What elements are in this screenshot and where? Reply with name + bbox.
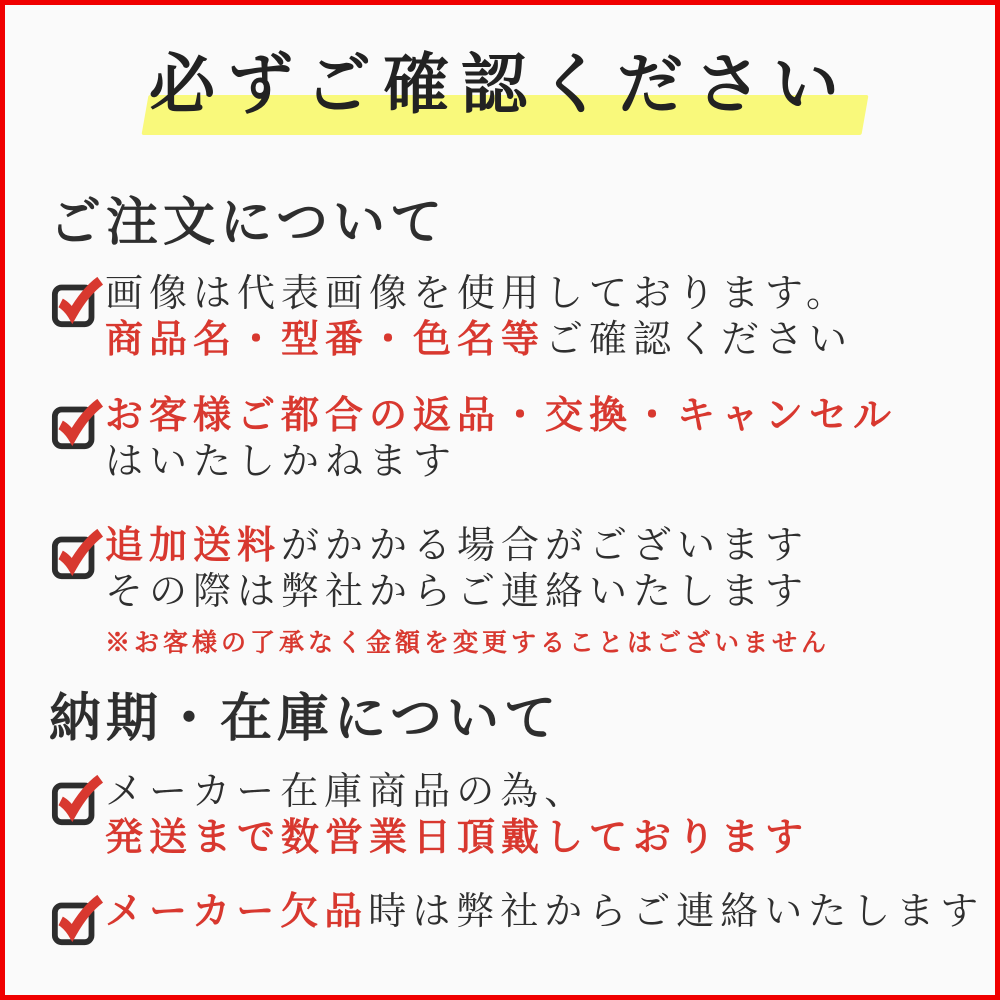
item-text-line	[105, 815, 809, 861]
list-item-extra-shipping	[51, 523, 830, 661]
item-text-emphasis: お客様ご都合の返品・交換・キャンセル	[105, 395, 898, 437]
page-title: 必ずご確認ください	[149, 49, 851, 122]
item-text-line	[105, 769, 809, 815]
list-item-representative-image	[51, 271, 853, 363]
item-text: 時は弊社からご連絡いたします	[368, 891, 985, 933]
item-text-emphasis: 追加送料	[105, 525, 282, 567]
item-text-line	[105, 393, 897, 439]
item-text-line	[105, 523, 830, 569]
checked-checkbox-icon	[51, 773, 105, 827]
item-text-emphasis: 発送まで数営業日頂戴しております	[105, 817, 810, 859]
section-heading-order: ご注文について	[49, 195, 447, 252]
checked-checkbox-icon	[51, 893, 105, 947]
item-text-emphasis: メーカー欠品	[105, 891, 369, 933]
item-text: 画像は代表画像を使用しております。	[105, 273, 850, 315]
list-item-maker-shortage	[51, 889, 984, 947]
list-item-returns	[51, 393, 897, 485]
item-text-line	[105, 889, 984, 935]
section-heading-delivery: 納期・在庫について	[49, 691, 561, 748]
checked-checkbox-icon	[51, 275, 105, 329]
item-text-line	[105, 439, 897, 485]
item-text-line	[105, 317, 853, 363]
item-text: メーカー在庫商品の為、	[105, 771, 589, 813]
item-text: はいたしかねます	[105, 441, 458, 483]
item-text: その際は弊社からご連絡いたします	[105, 571, 810, 613]
item-note: ※お客様の了承なく金額を変更することはございません	[105, 630, 831, 657]
item-text-line	[105, 271, 853, 317]
item-text: ご確認ください	[545, 319, 854, 361]
item-text-emphasis: 商品名・型番・色名等	[105, 319, 546, 361]
item-text: がかかる場合がございます	[281, 525, 810, 567]
item-text-line	[105, 569, 830, 615]
list-item-maker-stock	[51, 769, 809, 861]
checked-checkbox-icon	[51, 397, 105, 451]
checked-checkbox-icon	[51, 527, 105, 581]
